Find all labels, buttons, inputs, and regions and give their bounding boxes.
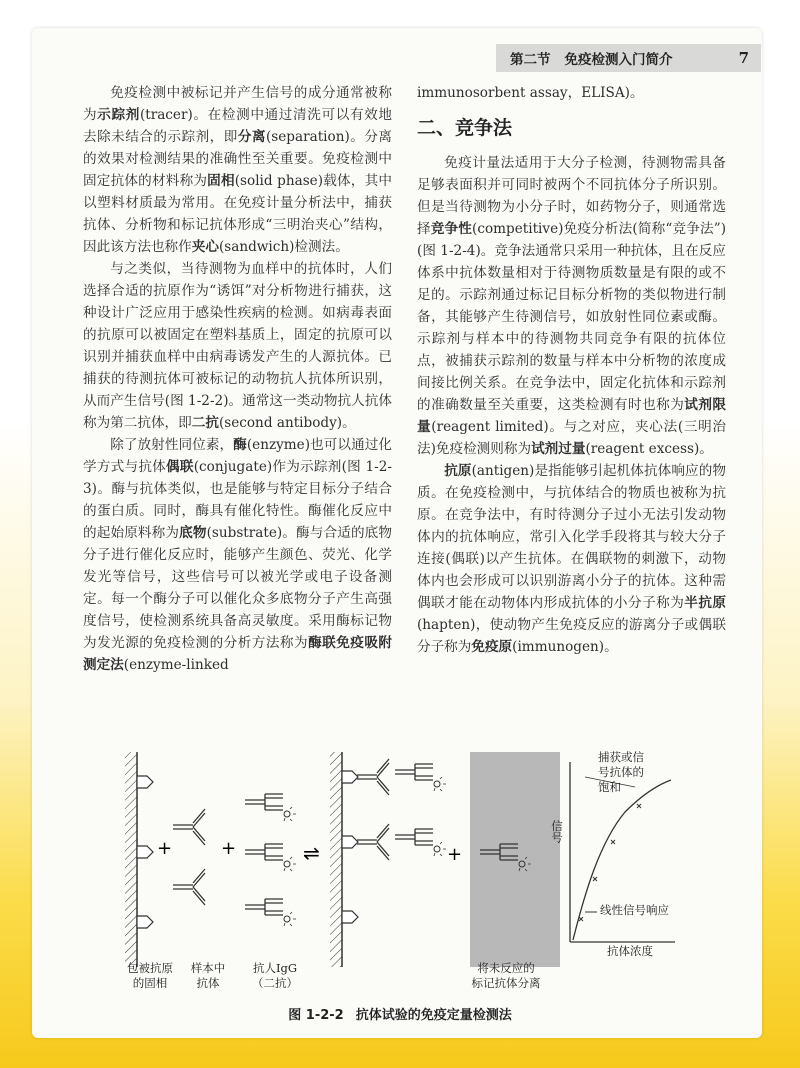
graph-saturation-label: 捕获或信 号抗体的 饱和 [598, 750, 644, 794]
term-bold: 酶 [233, 437, 247, 453]
text-run: (substrate)。酶与合适的底物分子进行催化反应时，能够产生颜色、荧光、化学发光等信号，这些信号可以被光学或电子设备测定。每一个酶分子可以催化众多底物分子产生高强度信号，使检测系统具备高灵敏度。采用酶标记物为发光源的免疫检测的分析方法称为 [83, 525, 393, 651]
label-separate-unreacted: 将未反应的 标记抗体分离 [471, 961, 541, 990]
text-run: (tracer)。在检测中通过清洗可以有效地去除未结合的示踪剂，即 [83, 107, 393, 145]
header-title: 免疫检测入门简介 [564, 52, 673, 68]
text-run: immunosorbent assay，ELISA)。 [417, 85, 644, 101]
text-run: (separation)。分离的效果对检测结果的准确性至关重要。免疫检测中固定抗体的材料称为 [83, 129, 392, 189]
plus-sign-2: + [221, 838, 237, 859]
running-header [496, 44, 761, 72]
text-run: (competitive)免疫分析法(简称“竞争法”)(图 1-2-4)。竞争法通常只采用一种抗体，且在反应体系中抗体数量相对于待测物质数量是有限的或不足的。示踪剂通过标记目标分析物的类似物进行制备，其能够产生待测信号，如放射性同位素或酶。示踪剂与样本中的待测物共同竞争有限的抗体位点，被捕获示踪剂的数量与样本中分析物的浓度成间接比例关系。在竞争法中，固定化抗体和示踪剂的准确数量至关重要，这类检测有时也称为 [417, 221, 727, 413]
text-run: (antigen)是指能够引起机体抗体响应的物质。在免疫检测中，与抗体结合的物质也被称为抗原。在竞争法中，有时待测分子过小无法引发动物体内的抗体响应，常引入化学手段将其与较大分子连接(偶联)以产生抗体。在偶联物的刺激下，动物体内也会形成可以识别游离小分子的抗体。这种需偶联才能在动物体内形成抗体的小分子称为 [417, 463, 727, 611]
sample-antibodies [173, 809, 205, 905]
left-column [83, 82, 392, 676]
term-bold: 分离 [237, 129, 266, 145]
paragraph-antigen [417, 460, 726, 658]
term-bold: 半抗原 [684, 595, 727, 611]
solid-phase-right [330, 752, 446, 967]
paragraph-second-antibody [83, 258, 392, 434]
term-bold: 示踪剂 [97, 107, 140, 123]
text-run: (sandwich)检测法。 [218, 239, 349, 255]
paragraph-elisa-continued [417, 82, 726, 104]
text-run: (second antibody)。 [218, 415, 356, 431]
text-run: 除了放射性同位素， [110, 437, 234, 453]
page-number: 7 [738, 49, 749, 67]
plus-sign-1: + [157, 838, 173, 859]
label-sample-antibody: 样本中 抗体 [190, 961, 226, 990]
paragraph-tracer [83, 82, 392, 258]
caption-text: 抗体试验的免疫定量检测法 [355, 1008, 512, 1023]
graph-x-axis-label: 抗体浓度 [607, 944, 653, 958]
text-run: 免疫计量法适用于大分子检测，待测物需具备足够表面积并可同时被两个不同抗体分子所识别。但是当待测物为小分子时，如药物分子，则通常选择 [417, 155, 726, 237]
text-run: 免疫检测中被标记并产生信号的成分通常被称为 [83, 85, 392, 123]
text-run: 与之类似，当待测物为血样中的抗体时，人们选择合适的抗原作为“诱饵”对分析物进行捕获，这种设计广泛应用于感染性疾病的检测。如病毒表面的抗原可以被固定在塑料基质上，固定的抗原可以识别并捕获血样中由病毒诱发产生的人源抗体。已捕获的待测抗体可被标记的动物抗人抗体所识别，从而产生信号(图 1-2-2)。通常这一类动物抗人抗体称为第二抗体，即 [83, 261, 392, 431]
label-coated-solid-phase: 包被抗原 的固相 [127, 961, 173, 990]
paragraph-enzyme [83, 434, 392, 676]
term-bold: 酶联免疫吸附测定法 [83, 635, 393, 673]
term-bold: 夹心 [191, 239, 219, 255]
graph-linear-label: 线性信号响应 [600, 903, 669, 917]
text-run: (enzyme-linked [123, 657, 229, 673]
term-bold: 试剂限量 [417, 397, 727, 435]
term-bold: 试剂过量 [531, 441, 586, 457]
term-bold: 抗原 [444, 463, 472, 479]
section-heading: 二、竞争法 [417, 117, 513, 139]
figure-caption [0, 1004, 800, 1023]
caption-label: 图 1-2-2 [288, 1008, 344, 1023]
graph-y-axis-label: 信号 [550, 820, 564, 843]
plus-sign-3: + [447, 844, 463, 865]
equilibrium-arrow: ⇌ [303, 841, 320, 865]
text-run: (hapten)，使动物产生免疫反应的游离分子或偶联分子称为 [417, 617, 726, 655]
term-bold: 二抗 [191, 415, 219, 431]
solid-phase-left [125, 752, 153, 967]
term-bold: 固相 [207, 173, 235, 189]
term-bold: 底物 [179, 525, 207, 541]
text-run: (immunogen)。 [512, 639, 618, 655]
term-bold: 偶联 [166, 459, 194, 475]
term-bold: 竞争性 [430, 221, 473, 237]
text-run: (enzyme)也可以通过化学方式与抗体 [83, 437, 393, 475]
text-run: (reagent limited)。与之对应，夹心法(三明治法)免疫检测则称为 [417, 419, 726, 457]
text-run: (reagent excess)。 [585, 441, 713, 457]
tracer-antibodies [245, 794, 296, 926]
label-anti-human-igg: 抗人IgG （二抗） [252, 961, 298, 990]
header-section: 第二节 [510, 52, 551, 68]
term-bold: 免疫原 [471, 639, 513, 655]
text-run: (conjugate)作为示踪剂(图 1-2-3)。酶与抗体类似，也是能够与特定目标分子结合的蛋白质。同时，酶具有催化特性。酶催化反应中的起始原料称为 [83, 459, 393, 541]
paragraph-competitive [417, 152, 726, 460]
text-run: (solid phase)载体，其中以塑料材质最为常用。在免疫计量分析法中，捕获抗体、分析物和标记抗体形成“三明治夹心”结构，因此该方法也称作 [83, 173, 392, 255]
right-column [417, 82, 726, 658]
